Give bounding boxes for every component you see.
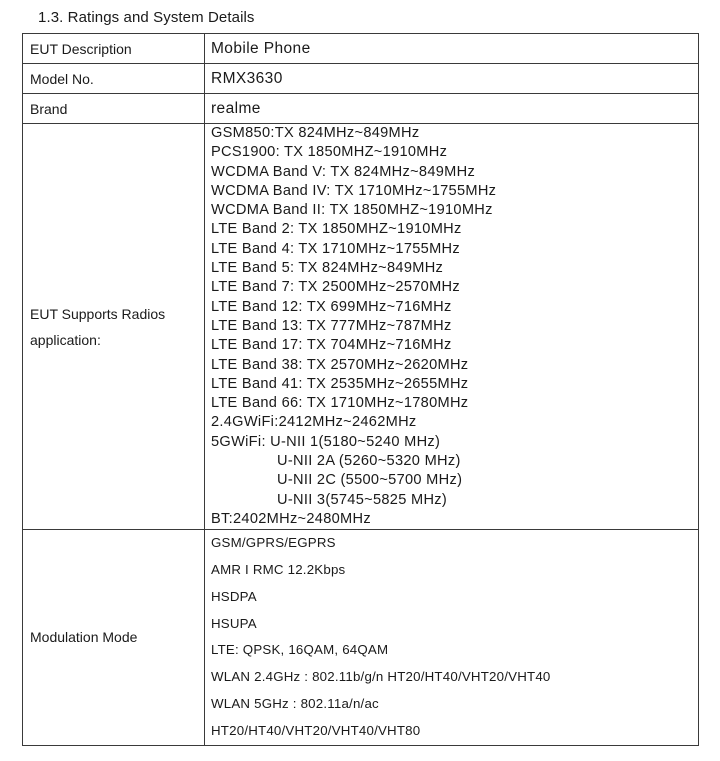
brand-value: realme [205,94,699,124]
modulation-item: WLAN 2.4GHz : 802.11b/g/n HT20/HT40/VHT20/VHT40 [211,669,551,685]
band-item: LTE Band 5: TX 824MHz~849MHz [211,260,444,277]
band-item-subband: U-NII 2C (5500~5700 MHz) [277,472,463,489]
band-item: LTE Band 38: TX 2570MHz~2620MHz [211,356,469,373]
table-row-brand [23,94,699,124]
model-no-label: Model No. [23,64,205,94]
band-item: PCS1900: TX 1850MHZ~1910MHz [211,144,448,161]
modulation-list [211,530,698,744]
band-item: LTE Band 7: TX 2500MHz~2570MHz [211,279,460,296]
table-row-modulation [23,530,699,745]
band-item: WCDMA Band IV: TX 1710MHz~1755MHz [211,182,497,199]
modulation-value [205,530,699,745]
band-list [211,124,698,529]
modulation-item: HSDPA [211,588,257,604]
modulation-item: WLAN 5GHz : 802.11a/n/ac [211,696,379,712]
eut-description-value: Mobile Phone [205,34,699,64]
modulation-item: AMR I RMC 12.2Kbps [211,562,346,578]
modulation-item: HSUPA [211,615,257,631]
eut-description-label: EUT Description [23,34,205,64]
brand-label: Brand [23,94,205,124]
radios-value [205,124,699,530]
band-item: LTE Band 2: TX 1850MHZ~1910MHz [211,221,462,238]
model-no-value: RMX3630 [205,64,699,94]
band-item: LTE Band 17: TX 704MHz~716MHz [211,337,452,354]
modulation-item: HT20/HT40/VHT20/VHT40/VHT80 [211,722,421,738]
band-item: 2.4GWiFi:2412MHz~2462MHz [211,414,417,431]
table-row-model-no [23,64,699,94]
ratings-table [22,33,699,746]
band-item: BT:2402MHz~2480MHz [211,510,371,527]
modulation-item: LTE: QPSK, 16QAM, 64QAM [211,642,389,658]
band-item: LTE Band 13: TX 777MHz~787MHz [211,317,452,334]
band-item: LTE Band 12: TX 699MHz~716MHz [211,298,452,315]
table-row-eut-description [23,34,699,64]
table-row-radios [23,124,699,530]
modulation-label: Modulation Mode [23,530,205,745]
radios-label-line1: EUT Supports Radios [30,305,166,322]
modulation-item: GSM/GPRS/EGPRS [211,535,336,551]
band-item: LTE Band 41: TX 2535MHz~2655MHz [211,375,469,392]
band-item: LTE Band 4: TX 1710MHz~1755MHz [211,240,460,257]
radios-label [23,124,205,530]
band-item: GSM850:TX 824MHz~849MHz [211,125,420,141]
section-heading: 1.3. Ratings and System Details [38,9,255,26]
band-item: LTE Band 66: TX 1710MHz~1780MHz [211,395,469,412]
band-item-subband: U-NII 3(5745~5825 MHz) [277,491,448,508]
band-item: WCDMA Band V: TX 824MHz~849MHz [211,163,476,180]
band-item: 5GWiFi: U-NII 1(5180~5240 MHz) [211,433,441,450]
band-item: WCDMA Band II: TX 1850MHZ~1910MHz [211,202,493,219]
radios-label-line2: application: [30,331,101,348]
band-item-subband: U-NII 2A (5260~5320 MHz) [277,453,461,470]
